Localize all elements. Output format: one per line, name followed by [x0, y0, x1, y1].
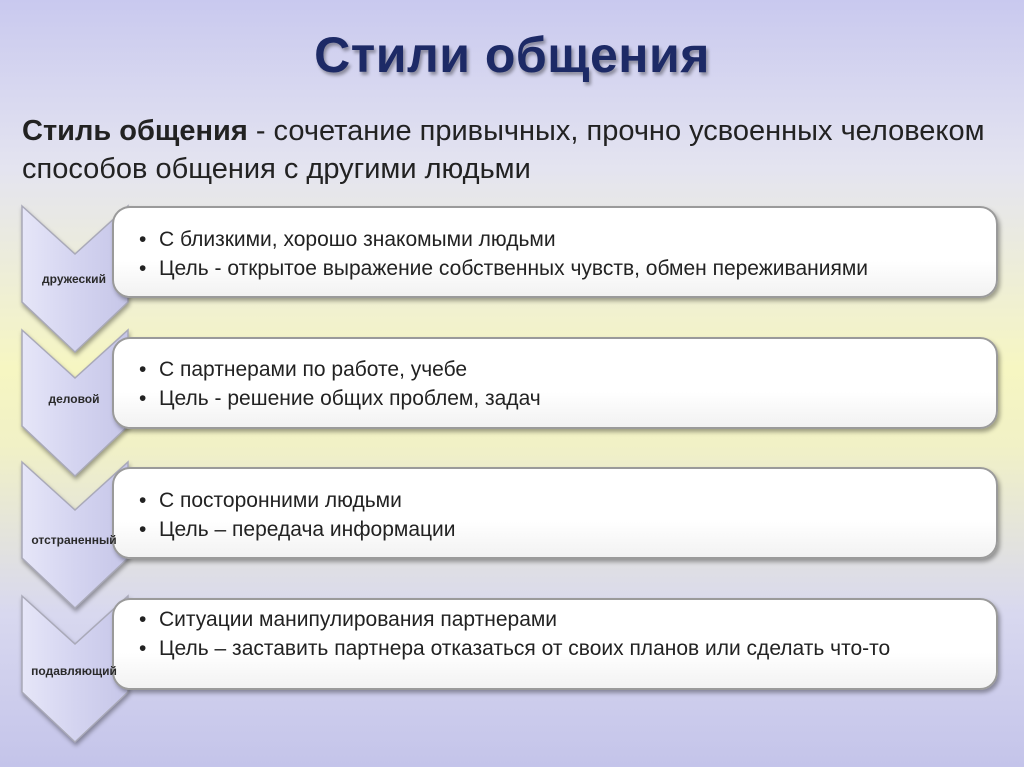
style-bullets-detached — [137, 486, 997, 544]
style-label-business: деловой — [48, 392, 100, 406]
list-item: • С партнерами по работе, учебе — [137, 355, 997, 384]
style-bullets-friendly — [137, 225, 997, 283]
style-bullets-suppressing — [137, 605, 997, 663]
style-label-suppressing: подавляющий — [31, 664, 117, 678]
list-item: • Цель – передача информации — [137, 515, 997, 544]
list-item: • С посторонними людьми — [137, 486, 997, 515]
bullet-icon: • — [139, 387, 147, 410]
bullet-icon: • — [139, 637, 147, 660]
list-item: • С близкими, хорошо знакомыми людьми — [137, 225, 997, 254]
definition-term: Стиль общения — [22, 115, 248, 147]
list-item: • Цель - открытое выражение собственных чувств, обмен переживаниями — [137, 254, 997, 283]
bullet-icon: • — [139, 489, 147, 512]
style-label-detached: отстраненный — [31, 533, 117, 547]
list-item: • Ситуации манипулирования партнерами — [137, 605, 997, 634]
style-bullets-business — [137, 355, 997, 413]
definition-text: - сочетание привычных, прочно усвоенных человеком способов общения с другими людьми — [22, 115, 985, 185]
bullet-icon: • — [139, 518, 147, 541]
page-title: Стили общения — [314, 27, 710, 83]
bullet-icon: • — [139, 358, 147, 381]
bullet-icon: • — [139, 257, 147, 280]
bullet-icon: • — [139, 228, 147, 251]
list-item: • Цель – заставить партнера отказаться от своих планов или сделать что-то — [137, 634, 989, 663]
bullet-icon: • — [139, 608, 147, 631]
list-item: • Цель - решение общих проблем, задач — [137, 384, 997, 413]
style-label-friendly: дружеский — [42, 272, 106, 286]
